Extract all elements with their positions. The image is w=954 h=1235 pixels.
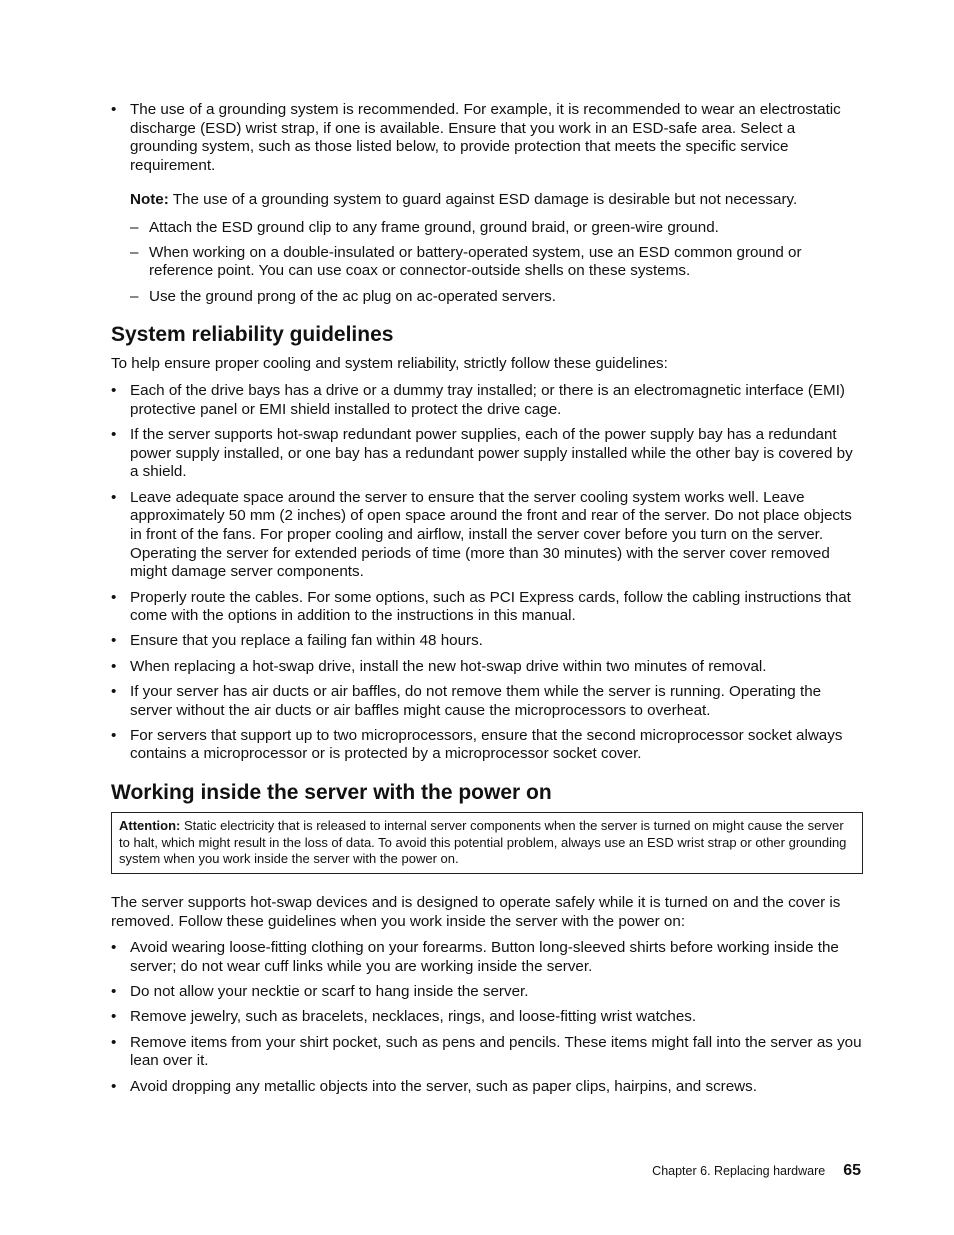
chapter-label: Chapter 6. Replacing hardware xyxy=(652,1164,826,1178)
bullet-text: The use of a grounding system is recommended. For example, it is recommended to wear an electrostatic discharge (ESD) wrist strap, if one is available. Ensure that you work in an ESD-safe area. Select a grounding system, such as those listed below, to provide protection that meets the specific service requirement. xyxy=(130,101,841,175)
list-item xyxy=(111,382,863,419)
bullet-text: If the server supports hot-swap redundant power supplies, each of the power supply bay has a redundant power supply installed, or one bay has a redundant power supply installed while the other bay is covered by a shield. xyxy=(130,425,853,481)
list-item xyxy=(111,426,863,482)
dash-icon: – xyxy=(130,287,139,305)
dash-text: Attach the ESD ground clip to any frame ground, ground braid, or green-wire ground. xyxy=(149,218,719,236)
attention-box xyxy=(111,812,863,874)
intro-bullet xyxy=(111,101,863,176)
bullet-icon: • xyxy=(111,1077,117,1095)
bullet-icon: • xyxy=(111,726,117,744)
attention-text: Static electricity that is released to internal server components when the server is turned on might cause the server to halt, which might result in the loss of data. To avoid this potential problem, always use an ESD wrist strap or other grounding system when you work inside the server with the power on. xyxy=(119,818,847,867)
bullet-text: Properly route the cables. For some options, such as PCI Express cards, follow the cabling instructions that come with the options in addition to the instructions in this manual. xyxy=(130,588,851,625)
dash-icon: – xyxy=(130,243,139,261)
bullet-icon: • xyxy=(111,588,117,606)
list-item xyxy=(111,983,863,1002)
bullet-icon: • xyxy=(111,488,117,506)
bullet-text: When replacing a hot-swap drive, install the new hot-swap drive within two minutes of removal. xyxy=(130,657,767,675)
page-content xyxy=(111,101,863,1103)
attention-label: Attention: xyxy=(119,818,181,834)
bullet-icon: • xyxy=(111,1008,117,1026)
list-item xyxy=(111,1034,863,1071)
bullet-icon: • xyxy=(111,1033,117,1051)
dash-item xyxy=(111,288,863,307)
bullet-text: Avoid wearing loose-fitting clothing on your forearms. Button long-sleeved shirts before working inside the server; do not wear cuff links while you are working inside the server. xyxy=(130,939,839,976)
dash-item xyxy=(111,244,863,281)
page-footer xyxy=(652,1162,861,1180)
note-label: Note: xyxy=(130,190,169,208)
section-intro: To help ensure proper cooling and system reliability, strictly follow these guidelines: xyxy=(111,355,668,373)
section-intro: The server supports hot-swap devices and is designed to operate safely while it is turned on and the cover is removed. Follow these guidelines when you work inside the server with the power on: xyxy=(111,893,841,930)
bullet-icon: • xyxy=(111,983,117,1001)
dash-icon: – xyxy=(130,218,139,236)
bullet-icon: • xyxy=(111,632,117,650)
bullet-text: Each of the drive bays has a drive or a dummy tray installed; or there is an electromagnetic interface (EMI) protective panel or EMI shield installed to protect the drive cage. xyxy=(130,382,845,418)
dash-text: Use the ground prong of the ac plug on ac-operated servers. xyxy=(149,287,556,305)
bullet-icon: • xyxy=(111,657,117,675)
list-item xyxy=(111,1078,863,1097)
bullet-text: Leave adequate space around the server to ensure that the server cooling system works well. Leave approximately 50 mm (2 inches) of open space around the front and rear of the server. Do not place objects in front of the fans. For proper cooling and airflow, install the server cover before you turn on the server. Operating the server for extended periods of time (more than 30 minutes) with the server cover removed might damage server components. xyxy=(130,488,852,581)
section-heading-power-on: Working inside the server with the power on xyxy=(111,781,552,805)
list-item xyxy=(111,658,863,677)
section-heading-reliability: System reliability guidelines xyxy=(111,323,394,347)
list-item xyxy=(111,1008,863,1027)
list-item xyxy=(111,939,863,976)
bullet-icon: • xyxy=(111,101,117,118)
bullet-icon: • xyxy=(111,425,117,443)
bullet-text: Remove items from your shirt pocket, such as pens and pencils. These items might fall into the server as you lean over it. xyxy=(130,1033,862,1070)
bullet-text: Ensure that you replace a failing fan within 48 hours. xyxy=(130,632,483,650)
bullet-text: If your server has air ducts or air baffles, do not remove them while the server is running. Operating the server without the air ducts or air baffles might cause the microprocessors to overheat. xyxy=(130,682,822,719)
bullet-text: For servers that support up to two microprocessors, ensure that the second microprocessor socket always contains a microprocessor or is protected by a microprocessor socket cover. xyxy=(130,726,843,763)
bullet-text: Avoid dropping any metallic objects into the server, such as paper clips, hairpins, and screws. xyxy=(130,1077,757,1095)
list-item xyxy=(111,727,863,764)
dash-text: When working on a double-insulated or battery-operated system, use an ESD common ground or reference point. You can use coax or connector-outside shells on these systems. xyxy=(149,243,802,280)
bullet-icon: • xyxy=(111,382,117,400)
note-text: The use of a grounding system to guard against ESD damage is desirable but not necessary. xyxy=(172,190,798,208)
page-number: 65 xyxy=(843,1162,861,1179)
list-item xyxy=(111,632,863,651)
list-item xyxy=(111,489,863,583)
bullet-text: Remove jewelry, such as bracelets, necklaces, rings, and loose-fitting wrist watches. xyxy=(130,1008,697,1026)
bullet-text: Do not allow your necktie or scarf to hang inside the server. xyxy=(130,983,529,1001)
list-item xyxy=(111,683,863,720)
bullet-icon: • xyxy=(111,939,117,957)
dash-item xyxy=(111,219,863,238)
list-item xyxy=(111,589,863,626)
note xyxy=(111,191,863,210)
bullet-icon: • xyxy=(111,682,117,700)
